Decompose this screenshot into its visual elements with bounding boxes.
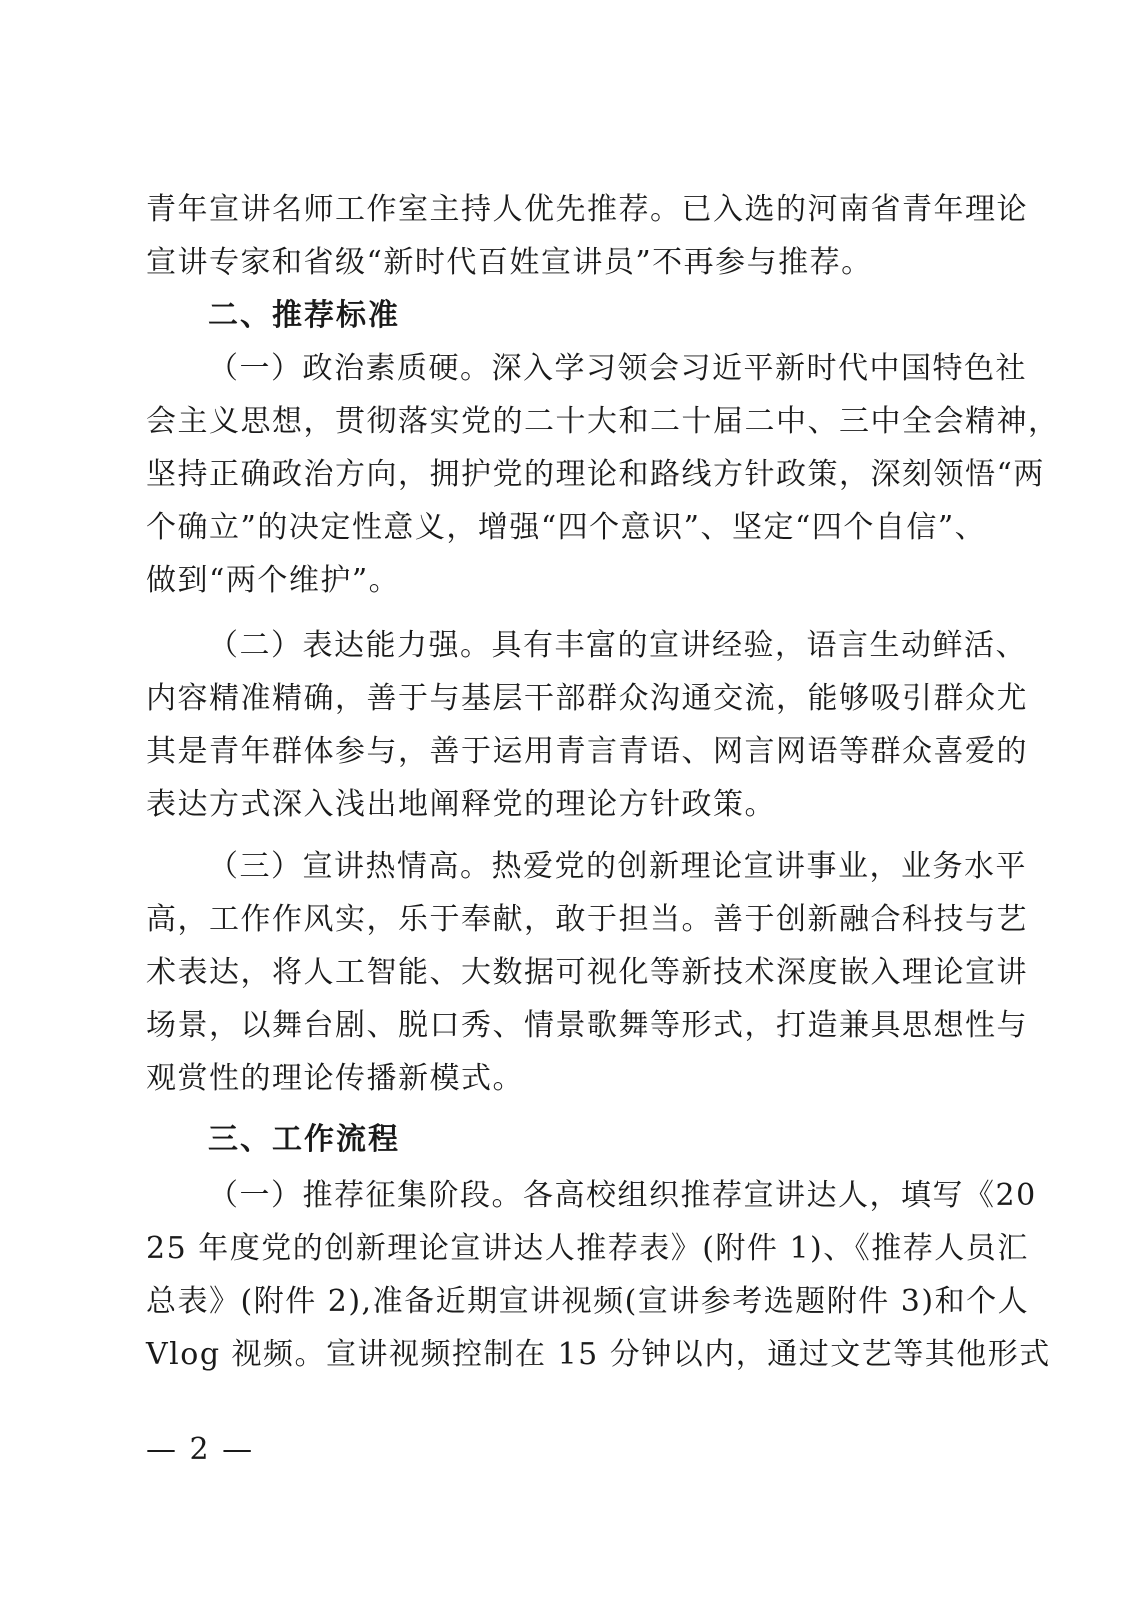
section-heading: 二、推荐标准 xyxy=(208,298,400,333)
paragraph-line: 场景，以舞台剧、脱口秀、情景歌舞等形式，打造兼具思想性与 xyxy=(146,1008,1028,1043)
paragraph-line: 内容精准精确，善于与基层干部群众沟通交流，能够吸引群众尤 xyxy=(146,681,1028,716)
paragraph-line: （一）推荐征集阶段。各高校组织推荐宣讲达人，填写《20 xyxy=(208,1178,1037,1213)
paragraph-line: 总表》(附件 2),准备近期宣讲视频(宣讲参考选题附件 3)和个人 xyxy=(146,1284,1030,1319)
paragraph-line: （一）政治素质硬。深入学习领会习近平新时代中国特色社 xyxy=(208,351,1027,386)
paragraph-line: （三）宣讲热情高。热爱党的创新理论宣讲事业，业务水平 xyxy=(208,849,1027,884)
paragraph-line: 个确立”的决定性意义，增强“四个意识”、坚定“四个自信”、 xyxy=(146,510,987,545)
paragraph-line: 坚持正确政治方向，拥护党的理论和路线方针政策，深刻领悟“两 xyxy=(146,457,1045,492)
paragraph-line: 术表达，将人工智能、大数据可视化等新技术深度嵌入理论宣讲 xyxy=(146,955,1028,990)
paragraph-line: 其是青年群体参与，善于运用青言青语、网言网语等群众喜爱的 xyxy=(146,734,1028,769)
page-number: — 2 — xyxy=(146,1432,255,1467)
paragraph-line: 做到“两个维护”。 xyxy=(146,563,401,598)
paragraph-line: 观赏性的理论传播新模式。 xyxy=(146,1061,524,1096)
paragraph-line: Vlog 视频。宣讲视频控制在 15 分钟以内，通过文艺等其他形式 xyxy=(146,1337,1051,1372)
paragraph-line: 青年宣讲名师工作室主持人优先推荐。已入选的河南省青年理论 xyxy=(146,192,1028,227)
paragraph-line: 表达方式深入浅出地阐释党的理论方针政策。 xyxy=(146,787,776,822)
paragraph-line: 会主义思想，贯彻落实党的二十大和二十届二中、三中全会精神， xyxy=(146,404,1060,439)
paragraph-line: 宣讲专家和省级“新时代百姓宣讲员”不再参与推荐。 xyxy=(146,245,873,280)
paragraph-line: 高，工作作风实，乐于奉献，敢于担当。善于创新融合科技与艺 xyxy=(146,902,1028,937)
section-heading: 三、工作流程 xyxy=(208,1122,400,1157)
paragraph-line: 25 年度党的创新理论宣讲达人推荐表》(附件 1)、《推荐人员汇 xyxy=(146,1231,1029,1266)
paragraph-line: （二）表达能力强。具有丰富的宣讲经验，语言生动鲜活、 xyxy=(208,628,1027,663)
